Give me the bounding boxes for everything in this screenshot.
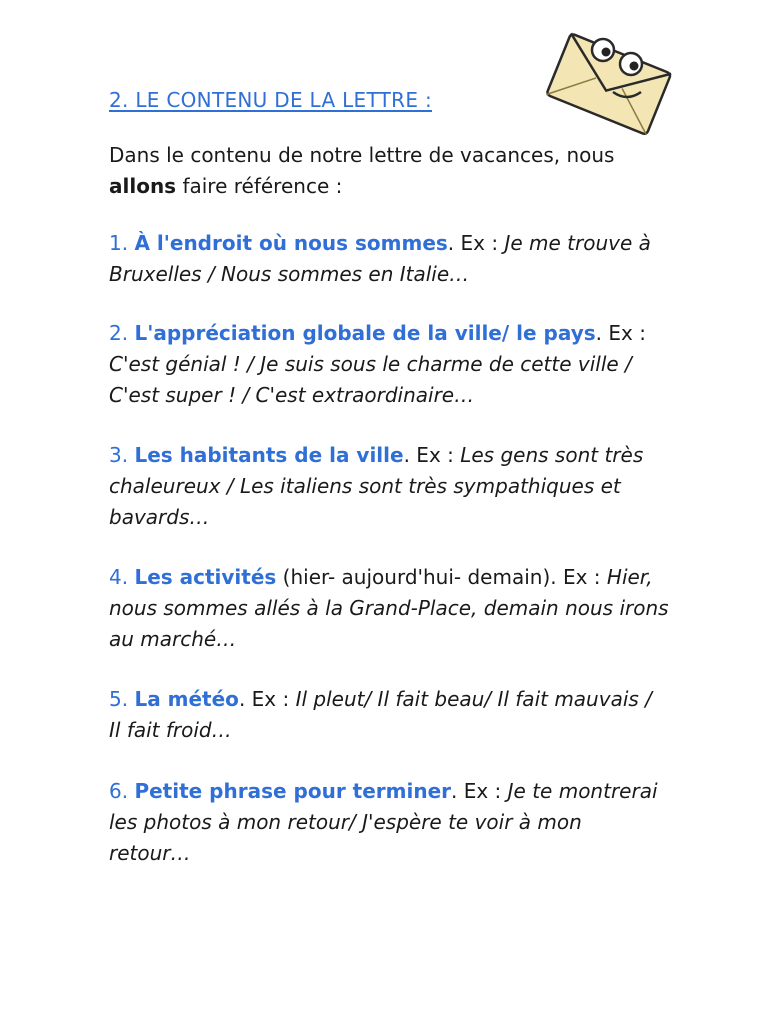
item-connector: . Ex : bbox=[403, 443, 461, 467]
intro-rest: faire référence : bbox=[182, 174, 343, 198]
item-connector: . Ex : bbox=[238, 687, 296, 711]
item-example: Hier, nous sommes allés à la Grand-Place, demain nous irons au marché… bbox=[109, 565, 669, 651]
item-connector: . Ex : bbox=[447, 231, 505, 255]
list-item bbox=[109, 228, 669, 290]
item-heading: Petite phrase pour terminer bbox=[134, 779, 451, 803]
item-heading: Les habitants de la ville bbox=[134, 443, 404, 467]
item-number: 6. bbox=[109, 779, 129, 803]
item-number: 2. bbox=[109, 321, 129, 345]
list-item bbox=[109, 440, 669, 533]
item-heading: Les activités bbox=[134, 565, 277, 589]
intro-bold: allons bbox=[109, 174, 177, 198]
item-connector: (hier- aujourd'hui- demain). Ex : bbox=[276, 565, 607, 589]
item-heading: La météo bbox=[134, 687, 239, 711]
item-heading: À l'endroit où nous sommes bbox=[134, 231, 448, 255]
section-title: 2. LE CONTENU DE LA LETTRE : bbox=[109, 88, 432, 112]
item-connector: . Ex : bbox=[451, 779, 508, 803]
item-example: Il pleut/ Il fait beau/ Il fait mauvais / Il fait froid… bbox=[109, 687, 652, 742]
envelope-mascot-icon bbox=[535, 28, 675, 143]
list-item bbox=[109, 776, 669, 869]
intro-paragraph bbox=[109, 140, 669, 202]
item-example: Je te montrerai les photos à mon retour/ J'espère te voir à mon retour… bbox=[109, 779, 658, 865]
intro-text: Dans le contenu de notre lettre de vacances, nous bbox=[109, 143, 615, 167]
item-example: Les gens sont très chaleureux / Les italiens sont très sympathiques et bavards… bbox=[109, 443, 644, 529]
item-number: 5. bbox=[109, 687, 129, 711]
item-number: 1. bbox=[109, 231, 129, 255]
item-example: Je me trouve à Bruxelles / Nous sommes en Italie… bbox=[109, 231, 651, 286]
item-heading: L'appréciation globale de la ville/ le pays bbox=[134, 321, 596, 345]
item-number: 3. bbox=[109, 443, 129, 467]
list-item bbox=[109, 318, 669, 411]
list-item bbox=[109, 684, 669, 746]
list-item bbox=[109, 562, 669, 655]
item-connector: . Ex : bbox=[595, 321, 646, 345]
item-example: C'est génial ! / Je suis sous le charme de cette ville / C'est super ! / C'est extraordinaire… bbox=[109, 352, 632, 407]
item-number: 4. bbox=[109, 565, 129, 589]
